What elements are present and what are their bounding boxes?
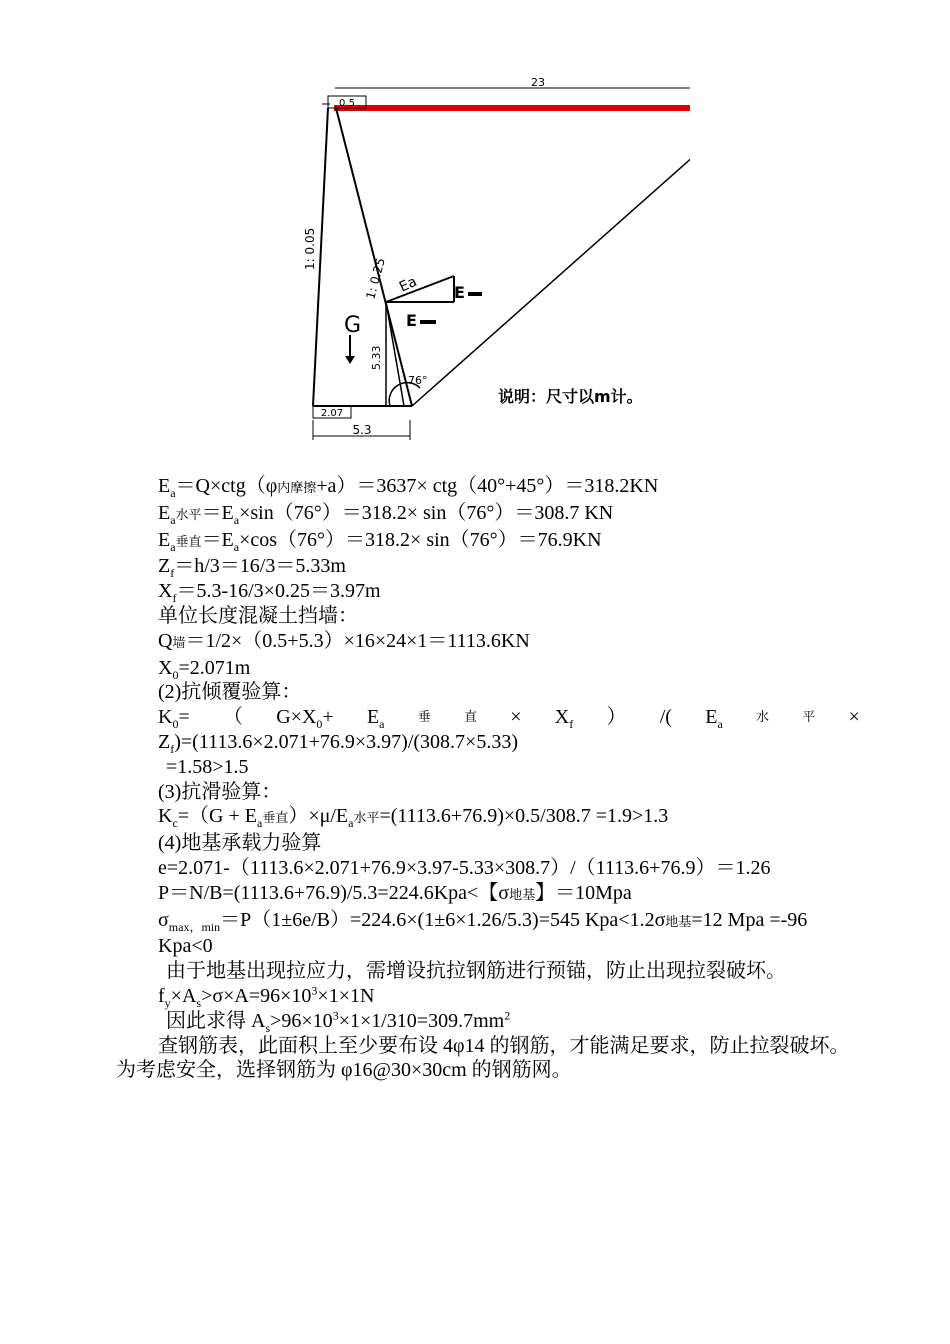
line-as: 因此求得 $A_s>96\times 10^3\times 1\times 1/310=309.7mm^2$: [166, 1008, 511, 1035]
height-dim-label: 5.33: [370, 345, 383, 370]
line-kc: $K_c=(G + E_a$垂直）$\times\mu/E_a$水平=(1113.6+76.9)×0.5/308.7 =1.9>1.3: [158, 805, 669, 831]
line-x0: $X_0=2.071m$: [158, 656, 251, 682]
line-p: P＝N/B=(1113.6+76.9)/5.3=224.6Kpa<【σ地基】＝10Mpa: [158, 881, 632, 904]
ea-force-line: [386, 273, 454, 302]
line-fy: $f_y\times A_s>\sigma\times A=96\times 10^3\times 1\times 1N$: [158, 983, 375, 1010]
line-ea-horizontal: $E_a$水平$=E_a\times\sin(76^\circ)=318.2\times \sin(76^\circ)=308.7$ KN: [158, 501, 614, 527]
line-conclusion: 查钢筋表，此面积上至少要布设 4φ14 的钢筋，才能满足要求，防止拉裂破坏。为考虑安全，选择钢筋为 φ16@30×30cm 的钢筋网。: [116, 1034, 850, 1082]
section-bearing: (4)地基承载力验算: [158, 832, 322, 855]
e-lower-label: E: [406, 311, 417, 330]
line-zf: $Z_f=h/3=16/3=5.33m$: [158, 555, 346, 581]
g-arrow-head: [345, 356, 355, 364]
line-xf: $X_f=5.3-16/3\times 0.25=3.97m$: [158, 580, 381, 606]
section-overturning: (2)抗倾覆验算：: [158, 681, 302, 704]
line-sigma-cont: Kpa<0: [158, 935, 213, 958]
line-q-wall: Q墙＝1/2×（0.5+5.3）×16×24×1＝1113.6KN: [158, 629, 530, 652]
slope-left-label: 1: 0.05: [303, 227, 317, 270]
line-k0-cont: $Z_f)=(1113.6\times 2.071+76.9\times 3.97)/(308.7\times 5.33)$: [158, 730, 518, 756]
calculation-text: [116, 474, 860, 1083]
base-dim1-label: 2.07: [320, 408, 344, 419]
ea-label: Ea: [396, 273, 420, 296]
diagram-note: 说明：尺寸以m计。: [498, 387, 643, 406]
e-upper-label: E: [454, 283, 465, 302]
line-unit-length: 单位长度混凝土挡墙：: [158, 604, 358, 627]
base-dim2-label: 5.3: [352, 423, 372, 437]
long-diagonal: [412, 108, 690, 406]
top-left-dim-label: 0.5: [339, 98, 355, 109]
line-tension-note: 由于地基出现拉应力，需增设抗拉钢筋进行预锚，防止出现拉裂破坏。: [166, 960, 786, 983]
line-k0: $K_0=$ （ $G\times X_0+$ $E_a$ 垂 直 × $X_f$ ） /( $E_a$ 水 平 ×: [158, 706, 860, 732]
slope-right-label: 1: 0.25: [363, 256, 388, 301]
line-sigma: $\sigma_{max,min}=P(1\pm 6e/B)=224.6\times(1\pm 6\times 1.26/5.3)=545$ Kpa<1.2σ地基=12 Mpa =-96: [158, 908, 808, 934]
line-e: e=2.071-（1113.6×2.071+76.9×3.97-5.33×308.7）/（1113.6+76.9）＝1.26: [158, 856, 771, 879]
g-label: G: [344, 313, 362, 338]
line-ea-vertical: $E_a$垂直$=E_a\times\cos(76^\circ)=318.2\times \sin(76^\circ)=76.9KN$: [158, 528, 602, 554]
line-k0-result: =1.58>1.5: [166, 755, 249, 778]
section-sliding: (3)抗滑验算：: [158, 780, 282, 803]
e-lower-mark: [420, 320, 436, 324]
top-dim-label: 23: [531, 76, 545, 89]
force-to-base: [386, 302, 404, 406]
retaining-wall-diagram: [290, 70, 690, 450]
angle-label: 76°: [408, 374, 428, 387]
e-upper-mark: [468, 292, 482, 296]
line-ea: $E_a=Q\times ctg(\varphi$内摩擦+a）＝3637× ctg（40°+45°）＝318.2KN: [158, 475, 659, 500]
